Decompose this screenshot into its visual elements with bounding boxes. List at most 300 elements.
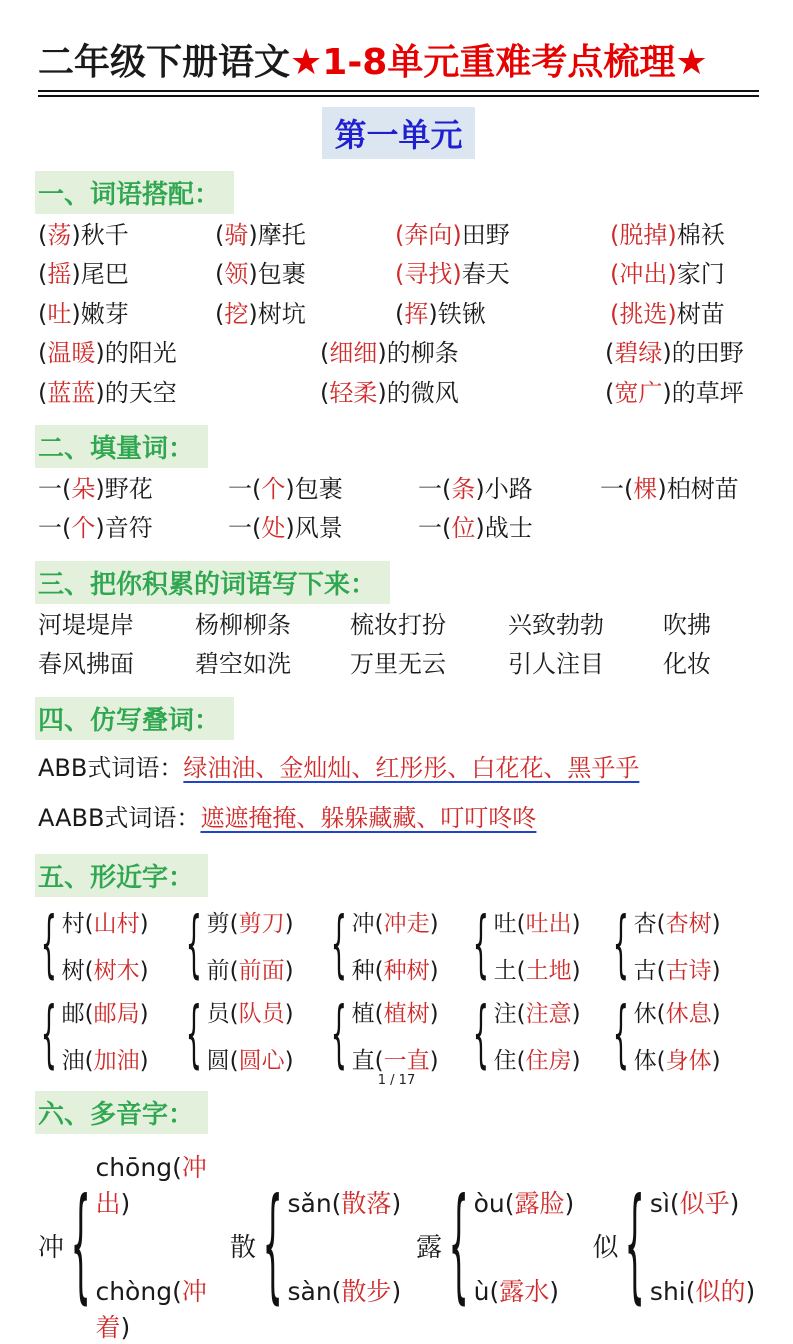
word-segment: 队员 [238, 1000, 285, 1027]
polyphonic-base-char: 散 [230, 1233, 257, 1264]
word-segment: ) [391, 1188, 402, 1218]
word-item [600, 476, 759, 502]
word-segment: 棉袄 [676, 221, 725, 249]
word-segment: ( [320, 339, 330, 368]
similar-char-pair [494, 905, 581, 985]
word-segment: ) [284, 1047, 294, 1074]
word-row [38, 651, 759, 677]
word-segment: ) [711, 1047, 721, 1074]
pronunciation-column [287, 1184, 401, 1308]
word-segment: 家门 [676, 260, 725, 289]
word-item [634, 905, 721, 938]
section-header-6: 六、多音字： [35, 1091, 208, 1134]
similar-char-group [470, 991, 610, 1078]
word-item [62, 1042, 149, 1075]
word-segment: 春天 [461, 260, 510, 289]
word-segment: 圆( [206, 1047, 239, 1074]
word-segment: ) [564, 1188, 575, 1218]
word-segment: ( [605, 339, 615, 368]
word-segment: 一( [228, 514, 262, 543]
word-segment: 朵 [71, 474, 96, 503]
similar-char-group [183, 901, 328, 988]
similar-char-group [328, 991, 470, 1078]
word-segment: ( [38, 339, 48, 368]
word-segment: 一( [418, 474, 452, 503]
reduplication-line [38, 748, 759, 783]
brace-glyph: { [185, 991, 202, 1078]
similar-char-pair [62, 995, 149, 1075]
section-header-4: 四、仿写叠词： [35, 697, 234, 740]
word-segment: 冲走 [383, 910, 430, 937]
word-segment: 土( [493, 957, 526, 984]
word-segment: ( [38, 221, 48, 249]
word-segment: )树坑 [248, 299, 306, 328]
word-row [38, 261, 759, 287]
word-item [38, 612, 195, 638]
word-segment: ( [215, 221, 225, 249]
word-segment: ) [745, 1276, 756, 1306]
similar-char-group [328, 901, 470, 988]
word-segment: 碧绿 [614, 339, 663, 368]
similar-char-pair [494, 995, 581, 1075]
word-segment: 剪( [206, 910, 239, 937]
pronunciation-column [650, 1184, 755, 1308]
similar-char-pair [352, 905, 439, 985]
similar-char-row [38, 901, 759, 988]
word-segment: 住房 [525, 1047, 572, 1074]
polyphonic-group [592, 1148, 759, 1344]
word-segment: 位 [451, 514, 476, 543]
similar-char-group [38, 901, 183, 988]
polyphonic-group [230, 1148, 416, 1344]
word-item [38, 515, 228, 541]
word-segment: 散步 [341, 1276, 392, 1306]
word-item [634, 1042, 721, 1075]
word-segment: 杏( [633, 910, 666, 937]
word-segment: 山村 [93, 910, 140, 937]
word-segment: òu( [473, 1188, 515, 1218]
unit-title: 第一单元 [322, 107, 474, 159]
word-segment: 散落 [341, 1188, 392, 1218]
section-header-1: 一、词语搭配： [35, 171, 234, 214]
word-segment: 邮( [61, 1000, 94, 1027]
word-item [508, 612, 663, 638]
word-segment: 剪刀 [238, 910, 285, 937]
word-segment: ( [38, 299, 48, 328]
word-segment: 河堤堤岸 [38, 610, 134, 639]
similar-char-group [610, 991, 750, 1078]
word-segment: ) [120, 1312, 131, 1342]
word-segment: 细细 [329, 339, 378, 368]
word-segment: )野花 [95, 474, 153, 503]
brace-glyph: { [472, 991, 489, 1078]
reduplication-line [38, 798, 759, 833]
word-item [634, 952, 721, 985]
word-segment: 前面 [238, 957, 285, 984]
word-segment: 化妆 [663, 650, 711, 679]
word-segment: 树苗 [676, 299, 725, 328]
word-segment: 露脸 [514, 1188, 565, 1218]
word-segment: )包裹 [248, 260, 306, 289]
word-item [418, 515, 600, 541]
word-segment: 遮遮掩掩、躲躲藏藏、叮叮咚咚 [200, 803, 537, 832]
word-segment: ( [395, 299, 405, 328]
word-segment: 宽广 [614, 378, 663, 407]
document-title-red: ★1-8单元重难考点梳理★ [290, 42, 708, 83]
word-segment: 梳妆打扮 [350, 610, 446, 639]
word-segment: (寻找) [395, 260, 462, 289]
word-item [605, 380, 759, 406]
section-header-5: 五、形近字： [35, 854, 208, 897]
similar-char-row [38, 991, 759, 1078]
word-segment: 挖 [224, 299, 249, 328]
similar-char-pair [634, 905, 721, 985]
word-segment: 冲着 [95, 1276, 207, 1342]
word-row [38, 476, 759, 502]
word-segment: 蓝蓝 [47, 378, 96, 407]
word-segment: sì( [649, 1188, 680, 1218]
word-item [352, 905, 439, 938]
word-segment: ) [284, 1000, 294, 1027]
word-segment: )柏树苗 [657, 474, 739, 503]
word-item [634, 995, 721, 1028]
word-item [395, 301, 610, 327]
word-segment: chōng( [95, 1152, 182, 1182]
word-item [605, 340, 759, 366]
brace-glyph: { [40, 991, 57, 1078]
word-item [395, 222, 610, 248]
word-segment: sàn( [287, 1276, 342, 1306]
word-segment: ) [711, 910, 721, 937]
word-segment: ) [571, 910, 581, 937]
word-item [508, 651, 663, 677]
brace-glyph: { [262, 1174, 283, 1317]
word-row [38, 222, 759, 248]
word-segment: 一( [228, 474, 262, 503]
word-segment: ( [215, 299, 225, 328]
word-item [494, 952, 581, 985]
word-segment: )的草坪 [662, 378, 744, 407]
pronunciation-item [287, 1184, 401, 1220]
similar-char-pair [634, 995, 721, 1075]
word-item [610, 222, 759, 248]
page-number: 1 / 17 [377, 1073, 416, 1088]
pronunciation-item [474, 1272, 575, 1308]
section-4-reduplicated-words [38, 748, 759, 833]
word-item [418, 476, 600, 502]
word-item [207, 905, 294, 938]
pronunciation-item [287, 1272, 401, 1308]
word-row [38, 340, 759, 366]
word-segment: 处 [261, 514, 286, 543]
word-segment: )摩托 [248, 221, 306, 249]
word-segment: sǎn( [287, 1188, 342, 1218]
word-segment: ) [429, 1047, 439, 1074]
section-1-word-matching [38, 222, 759, 406]
document-title [38, 34, 759, 97]
brace-glyph: { [625, 1174, 646, 1317]
word-segment: ) [139, 910, 149, 937]
polyphonic-base-char: 露 [416, 1233, 443, 1264]
word-segment: 注意 [525, 1000, 572, 1027]
word-segment: )秋千 [71, 221, 129, 249]
word-item [207, 952, 294, 985]
word-item [494, 1042, 581, 1075]
similar-char-group [610, 901, 750, 988]
word-segment: 万里无云 [350, 650, 446, 679]
word-segment: 一( [38, 514, 72, 543]
word-item [494, 905, 581, 938]
word-segment: ) [429, 957, 439, 984]
pronunciation-item [650, 1184, 755, 1220]
word-segment: 吐 [47, 299, 72, 328]
word-segment: 身体 [665, 1047, 712, 1074]
word-item [38, 222, 215, 248]
word-segment: ) [139, 1047, 149, 1074]
word-segment: ) [429, 1000, 439, 1027]
word-segment: 似的 [695, 1276, 746, 1306]
similar-char-pair [62, 905, 149, 985]
word-item [494, 995, 581, 1028]
word-segment: ) [571, 957, 581, 984]
brace-glyph: { [40, 901, 57, 988]
word-segment: )的阳光 [95, 339, 177, 368]
word-item [195, 612, 350, 638]
word-segment: 休( [633, 1000, 666, 1027]
word-segment: 温暖 [47, 339, 96, 368]
word-item [352, 952, 439, 985]
word-segment: )的天空 [95, 378, 177, 407]
word-segment: 油( [61, 1047, 94, 1074]
word-item [38, 301, 215, 327]
word-item [352, 1042, 439, 1075]
word-item [38, 754, 639, 782]
word-segment: (冲出) [610, 260, 677, 289]
word-segment: ) [120, 1188, 131, 1218]
word-segment: 古( [633, 957, 666, 984]
brace-glyph: { [70, 1174, 91, 1317]
word-segment: )嫩芽 [71, 299, 129, 328]
pronunciation-column [474, 1184, 575, 1308]
word-segment: )的柳条 [377, 339, 459, 368]
word-segment: 碧空如洗 [195, 650, 291, 679]
word-item [62, 952, 149, 985]
brace-glyph: { [612, 901, 629, 988]
polyphonic-group [416, 1148, 592, 1344]
pronunciation-column [95, 1148, 230, 1344]
brace-glyph: { [472, 901, 489, 988]
word-segment: (挑选) [610, 299, 677, 328]
word-segment: 体( [633, 1047, 666, 1074]
word-segment: 冲( [351, 910, 384, 937]
word-item [207, 995, 294, 1028]
word-segment: )战士 [475, 514, 533, 543]
word-segment: 树木 [93, 957, 140, 984]
section-header-2: 二、填量词： [35, 425, 208, 468]
word-segment: ) [711, 957, 721, 984]
word-row [38, 612, 759, 638]
word-segment: 种( [351, 957, 384, 984]
word-segment: 一( [38, 474, 72, 503]
word-segment: ) [284, 957, 294, 984]
word-segment: (脱掉) [610, 221, 677, 249]
word-item [663, 612, 759, 638]
word-segment: 领 [224, 260, 249, 289]
word-segment: 杏树 [665, 910, 712, 937]
section-6-polyphonic-characters [38, 1148, 759, 1344]
word-segment: 吹拂 [663, 610, 711, 639]
brace-glyph: { [330, 901, 347, 988]
word-segment: ) [284, 910, 294, 937]
similar-char-group [470, 901, 610, 988]
word-segment: 棵 [633, 474, 658, 503]
word-item [207, 1042, 294, 1075]
section-5-similar-characters [38, 901, 759, 1078]
word-item [320, 340, 605, 366]
word-segment: 轻柔 [329, 378, 378, 407]
word-item [215, 222, 395, 248]
polyphonic-base-char: 冲 [38, 1233, 65, 1264]
word-segment: ( [38, 378, 48, 407]
similar-char-pair [207, 905, 294, 985]
similar-char-group [183, 991, 328, 1078]
word-segment: 土地 [525, 957, 572, 984]
word-segment: )音符 [95, 514, 153, 543]
word-segment: )铁锹 [428, 299, 486, 328]
similar-char-pair [207, 995, 294, 1075]
word-segment: ) [139, 957, 149, 984]
word-segment: 员( [206, 1000, 239, 1027]
brace-glyph: { [185, 901, 202, 988]
word-segment: 吐( [493, 910, 526, 937]
word-segment: 休息 [665, 1000, 712, 1027]
word-item [228, 476, 418, 502]
word-item [350, 612, 508, 638]
word-segment: 兴致勃勃 [508, 610, 604, 639]
word-segment: )小路 [475, 474, 533, 503]
word-segment: 植( [351, 1000, 384, 1027]
word-item [610, 301, 759, 327]
word-item [38, 651, 195, 677]
similar-char-pair [352, 995, 439, 1075]
pronunciation-item [650, 1272, 755, 1308]
word-segment: 冲出 [95, 1152, 207, 1218]
word-segment: )包裹 [285, 474, 343, 503]
word-item [38, 476, 228, 502]
pronunciation-item [474, 1184, 575, 1220]
word-segment: 个 [71, 514, 96, 543]
section-2-measure-words [38, 476, 759, 542]
word-segment: ) [391, 1276, 402, 1306]
unit-title-wrap [38, 107, 759, 159]
word-row [38, 301, 759, 327]
word-item [38, 380, 320, 406]
word-segment: 挥 [404, 299, 429, 328]
word-segment: 一直 [383, 1047, 430, 1074]
word-segment: 骑 [224, 221, 249, 249]
brace-glyph: { [330, 991, 347, 1078]
word-segment: ( [38, 260, 48, 289]
word-segment: AABB式词语： [38, 803, 201, 832]
section-3-accumulated-words [38, 612, 759, 678]
word-segment: 住( [493, 1047, 526, 1074]
word-segment: )的田野 [662, 339, 744, 368]
word-row [38, 515, 759, 541]
word-segment: 条 [451, 474, 476, 503]
word-item [195, 651, 350, 677]
word-item [215, 301, 395, 327]
word-item [215, 261, 395, 287]
word-item [228, 515, 418, 541]
word-segment: 引人注目 [508, 650, 604, 679]
section-header-3: 三、把你积累的词语写下来： [35, 561, 390, 604]
word-item [62, 905, 149, 938]
word-segment: ( [215, 260, 225, 289]
word-segment: 吐出 [525, 910, 572, 937]
document-title-black: 二年级下册语文 [38, 42, 291, 83]
word-segment: ) [139, 1000, 149, 1027]
word-segment: 前( [206, 957, 239, 984]
pronunciation-item [95, 1272, 230, 1344]
word-segment: 注( [493, 1000, 526, 1027]
word-segment: ABB式词语： [38, 753, 184, 782]
word-segment: 春风拂面 [38, 650, 134, 679]
brace-glyph: { [612, 991, 629, 1078]
word-segment: ) [571, 1047, 581, 1074]
word-item [352, 995, 439, 1028]
word-segment: ) [571, 1000, 581, 1027]
word-segment: 一( [600, 474, 634, 503]
polyphonic-group [38, 1148, 230, 1344]
word-item [320, 380, 605, 406]
word-segment: 似乎 [679, 1188, 730, 1218]
word-segment: ) [711, 1000, 721, 1027]
word-row [38, 380, 759, 406]
similar-char-group [38, 991, 183, 1078]
word-segment: ) [429, 910, 439, 937]
word-segment: )风景 [285, 514, 343, 543]
pronunciation-item [95, 1148, 230, 1220]
word-segment: 杨柳柳条 [195, 610, 291, 639]
word-item [38, 261, 215, 287]
word-segment: )的微风 [377, 378, 459, 407]
word-segment: ) [729, 1188, 740, 1218]
word-segment: 直( [351, 1047, 384, 1074]
word-item [38, 340, 320, 366]
word-segment: shi( [649, 1276, 696, 1306]
polyphonic-base-char: 似 [592, 1233, 619, 1264]
word-segment: 植树 [383, 1000, 430, 1027]
word-segment: chòng( [95, 1276, 182, 1306]
word-segment: 邮局 [93, 1000, 140, 1027]
word-segment: 摇 [47, 260, 72, 289]
word-segment: ( [320, 378, 330, 407]
word-segment: 加油 [93, 1047, 140, 1074]
word-segment: ( [605, 378, 615, 407]
word-segment: 圆心 [238, 1047, 285, 1074]
word-segment: 一( [418, 514, 452, 543]
word-item [610, 261, 759, 287]
word-segment: 村( [61, 910, 94, 937]
word-item [350, 651, 508, 677]
word-item [395, 261, 610, 287]
brace-glyph: { [448, 1174, 470, 1317]
word-item [62, 995, 149, 1028]
word-segment: (奔向) [395, 221, 462, 249]
word-segment: 田野 [461, 221, 510, 249]
word-segment: 古诗 [665, 957, 712, 984]
word-segment: )尾巴 [71, 260, 129, 289]
